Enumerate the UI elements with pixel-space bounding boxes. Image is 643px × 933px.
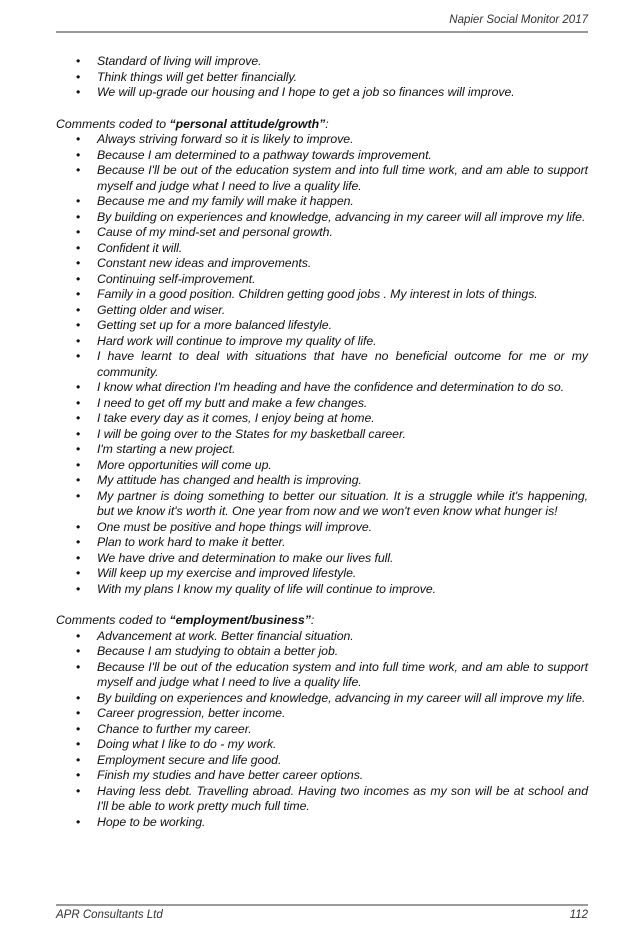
list-item: • Employment secure and life good. (56, 753, 588, 769)
section-heading-employment: Comments coded to “employment/business”: (56, 613, 315, 627)
list-item: • Will keep up my exercise and improved lifestyle. (56, 566, 588, 582)
spacer (56, 597, 588, 605)
list-item: • Chance to further my career. (56, 722, 588, 738)
list-item: • I need to get off my butt and make a few changes. (56, 396, 588, 412)
list-item: • Continuing self-improvement. (56, 272, 588, 288)
page-content (56, 54, 588, 830)
list-item: • Getting older and wiser. (56, 303, 588, 319)
intro-list (56, 54, 588, 101)
personal-comment-list (56, 132, 588, 597)
list-item: • Hard work will continue to improve my quality of life. (56, 334, 588, 350)
list-item: • Finish my studies and have better career options. (56, 768, 588, 784)
list-item: • I'm starting a new project. (56, 442, 588, 458)
list-item: • We will up-grade our housing and I hope to get a job so finances will improve. (56, 85, 588, 101)
list-item: • Plan to work hard to make it better. (56, 535, 588, 551)
list-item: • Getting set up for a more balanced lifestyle. (56, 318, 588, 334)
list-item: • I will be going over to the States for my basketball career. (56, 427, 588, 443)
list-item: • We have drive and determination to make our lives full. (56, 551, 588, 567)
list-item: • I have learnt to deal with situations that have no beneficial outcome for me or my community. (56, 349, 588, 380)
list-item: • Having less debt. Travelling abroad. Having two incomes as my son will be at school and I'll be able to work pretty much full time. (56, 784, 588, 815)
list-item: • More opportunities will come up. (56, 458, 588, 474)
list-item: • Hope to be working. (56, 815, 588, 831)
employment-comment-list (56, 629, 588, 831)
list-item: • By building on experiences and knowledge, advancing in my career will all improve my life. (56, 210, 588, 226)
report-title: Napier Social Monitor 2017 (449, 14, 588, 26)
section-label-employment: “employment/business” (169, 613, 311, 627)
list-item: • Because me and my family will make it happen. (56, 194, 588, 210)
list-item: • Constant new ideas and improvements. (56, 256, 588, 272)
list-item: • Family in a good position. Children getting good jobs . My interest in lots of things. (56, 287, 588, 303)
section-heading-personal: Comments coded to “personal attitude/growth”: (56, 116, 329, 131)
list-item: • One must be positive and hope things will improve. (56, 520, 588, 536)
list-item: • Because I'll be out of the education system and into full time work, and am able to support myself and judge what I need to live a quality life. (56, 163, 588, 194)
list-item: • Confident it will. (56, 241, 588, 257)
list-item: • Always striving forward so it is likely to improve. (56, 132, 588, 148)
spacer (56, 101, 588, 109)
list-item: • I take every day as it comes, I enjoy being at home. (56, 411, 588, 427)
list-item: • By building on experiences and knowledge, advancing in my career will all improve my life. (56, 691, 588, 707)
list-item: • Because I am determined to a pathway towards improvement. (56, 148, 588, 164)
section-label-personal: “personal attitude/growth” (169, 116, 326, 131)
list-item: • Cause of my mind-set and personal growth. (56, 225, 588, 241)
company-name: APR Consultants Ltd (56, 909, 163, 921)
list-item: • Because I am studying to obtain a better job. (56, 644, 588, 660)
list-item: • I know what direction I'm heading and have the confidence and determination to do so. (56, 380, 588, 396)
list-item: • My partner is doing something to better our situation. It is a struggle while it's happening, but we know it's worth it. One year from now and we won't even know what hunger is! (56, 489, 588, 520)
page-footer (56, 904, 588, 921)
page-number: 112 (569, 909, 588, 921)
list-item: • Doing what I like to do - my work. (56, 737, 588, 753)
list-item: • My attitude has changed and health is improving. (56, 473, 588, 489)
list-item: • With my plans I know my quality of life will continue to improve. (56, 582, 588, 598)
list-item: • Standard of living will improve. (56, 54, 588, 70)
list-item: • Think things will get better financially. (56, 70, 588, 86)
list-item: • Advancement at work. Better financial situation. (56, 629, 588, 645)
list-item: • Because I'll be out of the education system and into full time work, and am able to support myself and judge what I need to live a quality life. (56, 660, 588, 691)
list-item: • Career progression, better income. (56, 706, 588, 722)
page-header (56, 14, 588, 33)
